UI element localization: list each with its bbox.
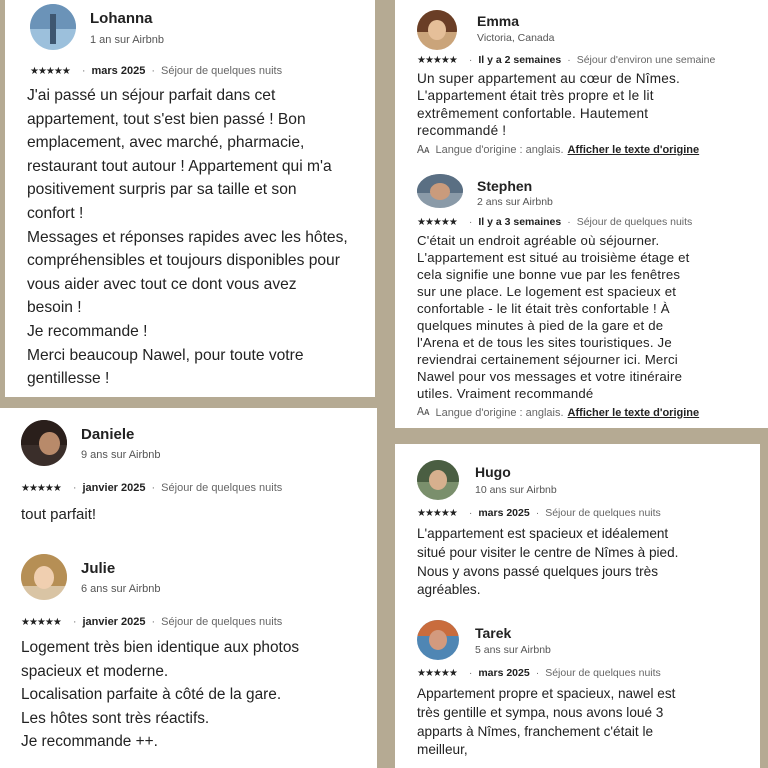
review-date: mars 2025 [478,667,530,679]
separator-dot: · [468,54,473,66]
reviewer-name[interactable]: Daniele [81,426,135,443]
review-emma [417,10,762,157]
reviewer-name[interactable]: Tarek [475,625,512,641]
review-stephen [417,172,762,419]
review-card-emma-stephen [395,0,768,428]
translate-icon: 🗛 [417,143,430,156]
reviewer-name[interactable]: Hugo [475,464,511,480]
review-date: janvier 2025 [82,616,146,628]
separator-dot: · [468,667,473,679]
review-date: mars 2025 [91,65,146,77]
show-original-link[interactable]: Afficher le texte d'origine [567,144,700,157]
review-date: mars 2025 [478,507,530,519]
reviewer-header [417,172,762,212]
rating-row [417,216,762,228]
reviewer-tenure: 6 ans sur Airbnb [81,583,161,595]
show-original-link[interactable]: Afficher le texte d'origine [567,406,700,419]
stay-length: Séjour de quelques nuits [161,65,283,77]
rating-stars: ★★★★★ [417,216,457,228]
reviewer-tenure: Victoria, Canada [477,32,555,44]
review-text: Un super appartement au cœur de Nîmes. L'appartement était très propre et le lit extrêmement confortable. Hautement recommandé ! [417,71,680,139]
separator-dot: · [535,667,540,679]
rating-row [417,667,756,679]
separator-dot: · [567,216,571,228]
review-text: C'était un endroit agréable où séjourner. L'appartement est situé au troisième étage et cela signifie une bonne vue par les fenêtres sur une place. Le logement est spacieux et confortable - le lit était très confortable ! À quelques minutes à pied de la gare et de l'Arena et de tous les sites touristiques. Je reviendrai certainement séjourner ici. Merci Nawel pour vos messages et votre itinéraire utiles. Vraiment recommandé [417,233,690,401]
rating-stars: ★★★★★ [417,507,457,519]
rating-row [30,65,365,77]
rating-row [21,616,371,628]
avatar[interactable] [417,620,459,660]
separator-dot: · [72,616,77,628]
rating-row [21,482,371,494]
separator-dot: · [72,482,77,494]
rating-stars: ★★★★★ [417,667,457,679]
review-text: J'ai passé un séjour parfait dans cet appartement, tout s'est bien passé ! Bon emplacement, avec marché, pharmacie, restaurant tout autour ! Appartement qui m'a positivement surpris par sa taille et son confort ! Messages et réponses rapides avec les hôtes, compréhensibles et toujours disponibles pour vous aider avec tout ce dont vous avez besoin ! Je recommande ! Merci beaucoup Nawel, pour toute votre gentillesse ! [27,87,348,388]
reviewer-header [30,4,365,54]
separator-dot: · [468,216,473,228]
translation-note: Langue d'origine : anglais. [435,406,564,419]
reviewer-tenure: 10 ans sur Airbnb [475,484,557,496]
review-julie [21,554,371,754]
reviewer-name[interactable]: Emma [477,13,520,29]
stay-length: Séjour de quelques nuits [161,482,283,494]
translation-note: Langue d'origine : anglais. [435,144,564,157]
reviewer-tenure: 5 ans sur Airbnb [475,644,551,656]
stay-length: Séjour de quelques nuits [545,507,661,519]
reviewer-tenure: 2 ans sur Airbnb [477,196,553,208]
reviewer-header [417,10,762,50]
reviewer-name[interactable]: Stephen [477,178,533,194]
rating-stars: ★★★★★ [21,482,61,494]
avatar[interactable] [417,174,463,208]
stay-length: Séjour d'environ une semaine [576,54,716,66]
separator-dot: · [151,65,155,77]
review-lohanna [27,4,365,391]
rating-row [417,507,756,519]
review-text: L'appartement est spacieux et idéalement situé pour visiter le centre de Nîmes à pied. Nous y avons passé quelques jours très agréables. [417,526,679,598]
reviewer-header [21,420,371,470]
avatar[interactable] [30,4,76,50]
separator-dot: · [567,54,571,66]
separator-dot: · [151,482,156,494]
review-card-daniele-julie [0,408,377,768]
review-card-hugo-tarek [395,444,760,768]
avatar[interactable] [21,420,67,466]
review-text: tout parfait! [21,506,97,523]
rating-stars: ★★★★★ [30,65,70,77]
rating-stars: ★★★★★ [417,54,457,66]
review-date: janvier 2025 [82,482,146,494]
avatar[interactable] [417,10,457,50]
translation-row [417,406,762,419]
review-text: Logement très bien identique aux photos spacieux et moderne. Localisation parfaite à côté de la gare. Les hôtes sont très réactifs. Je recommande ++. [21,639,300,751]
avatar[interactable] [21,554,67,600]
separator-dot: · [535,507,540,519]
reviewer-name[interactable]: Julie [81,560,116,577]
rating-stars: ★★★★★ [21,616,61,628]
reviewer-header [417,460,756,500]
review-date: Il y a 2 semaines [478,54,562,66]
avatar[interactable] [417,460,459,500]
separator-dot: · [81,65,86,77]
review-card-lohanna [5,0,375,397]
stay-length: Séjour de quelques nuits [161,616,283,628]
reviewer-name[interactable]: Lohanna [90,10,153,27]
reviewer-tenure: 1 an sur Airbnb [90,34,164,46]
review-date: Il y a 3 semaines [478,216,562,228]
stay-length: Séjour de quelques nuits [545,667,661,679]
translation-row [417,144,762,157]
review-daniele [21,420,371,527]
reviewer-header [417,620,756,660]
separator-dot: · [151,616,156,628]
stay-length: Séjour de quelques nuits [576,216,693,228]
review-tarek [417,620,756,760]
separator-dot: · [468,507,473,519]
review-hugo [417,460,756,600]
rating-row [417,54,762,66]
reviewer-tenure: 9 ans sur Airbnb [81,449,161,461]
translate-icon: 🗛 [417,406,430,418]
review-text: Appartement propre et spacieux, nawel est très gentille et sympa, nous avons loué 3 apparts à Nîmes, franchement c'était le meilleur, [417,686,676,758]
reviewer-header [21,554,371,604]
